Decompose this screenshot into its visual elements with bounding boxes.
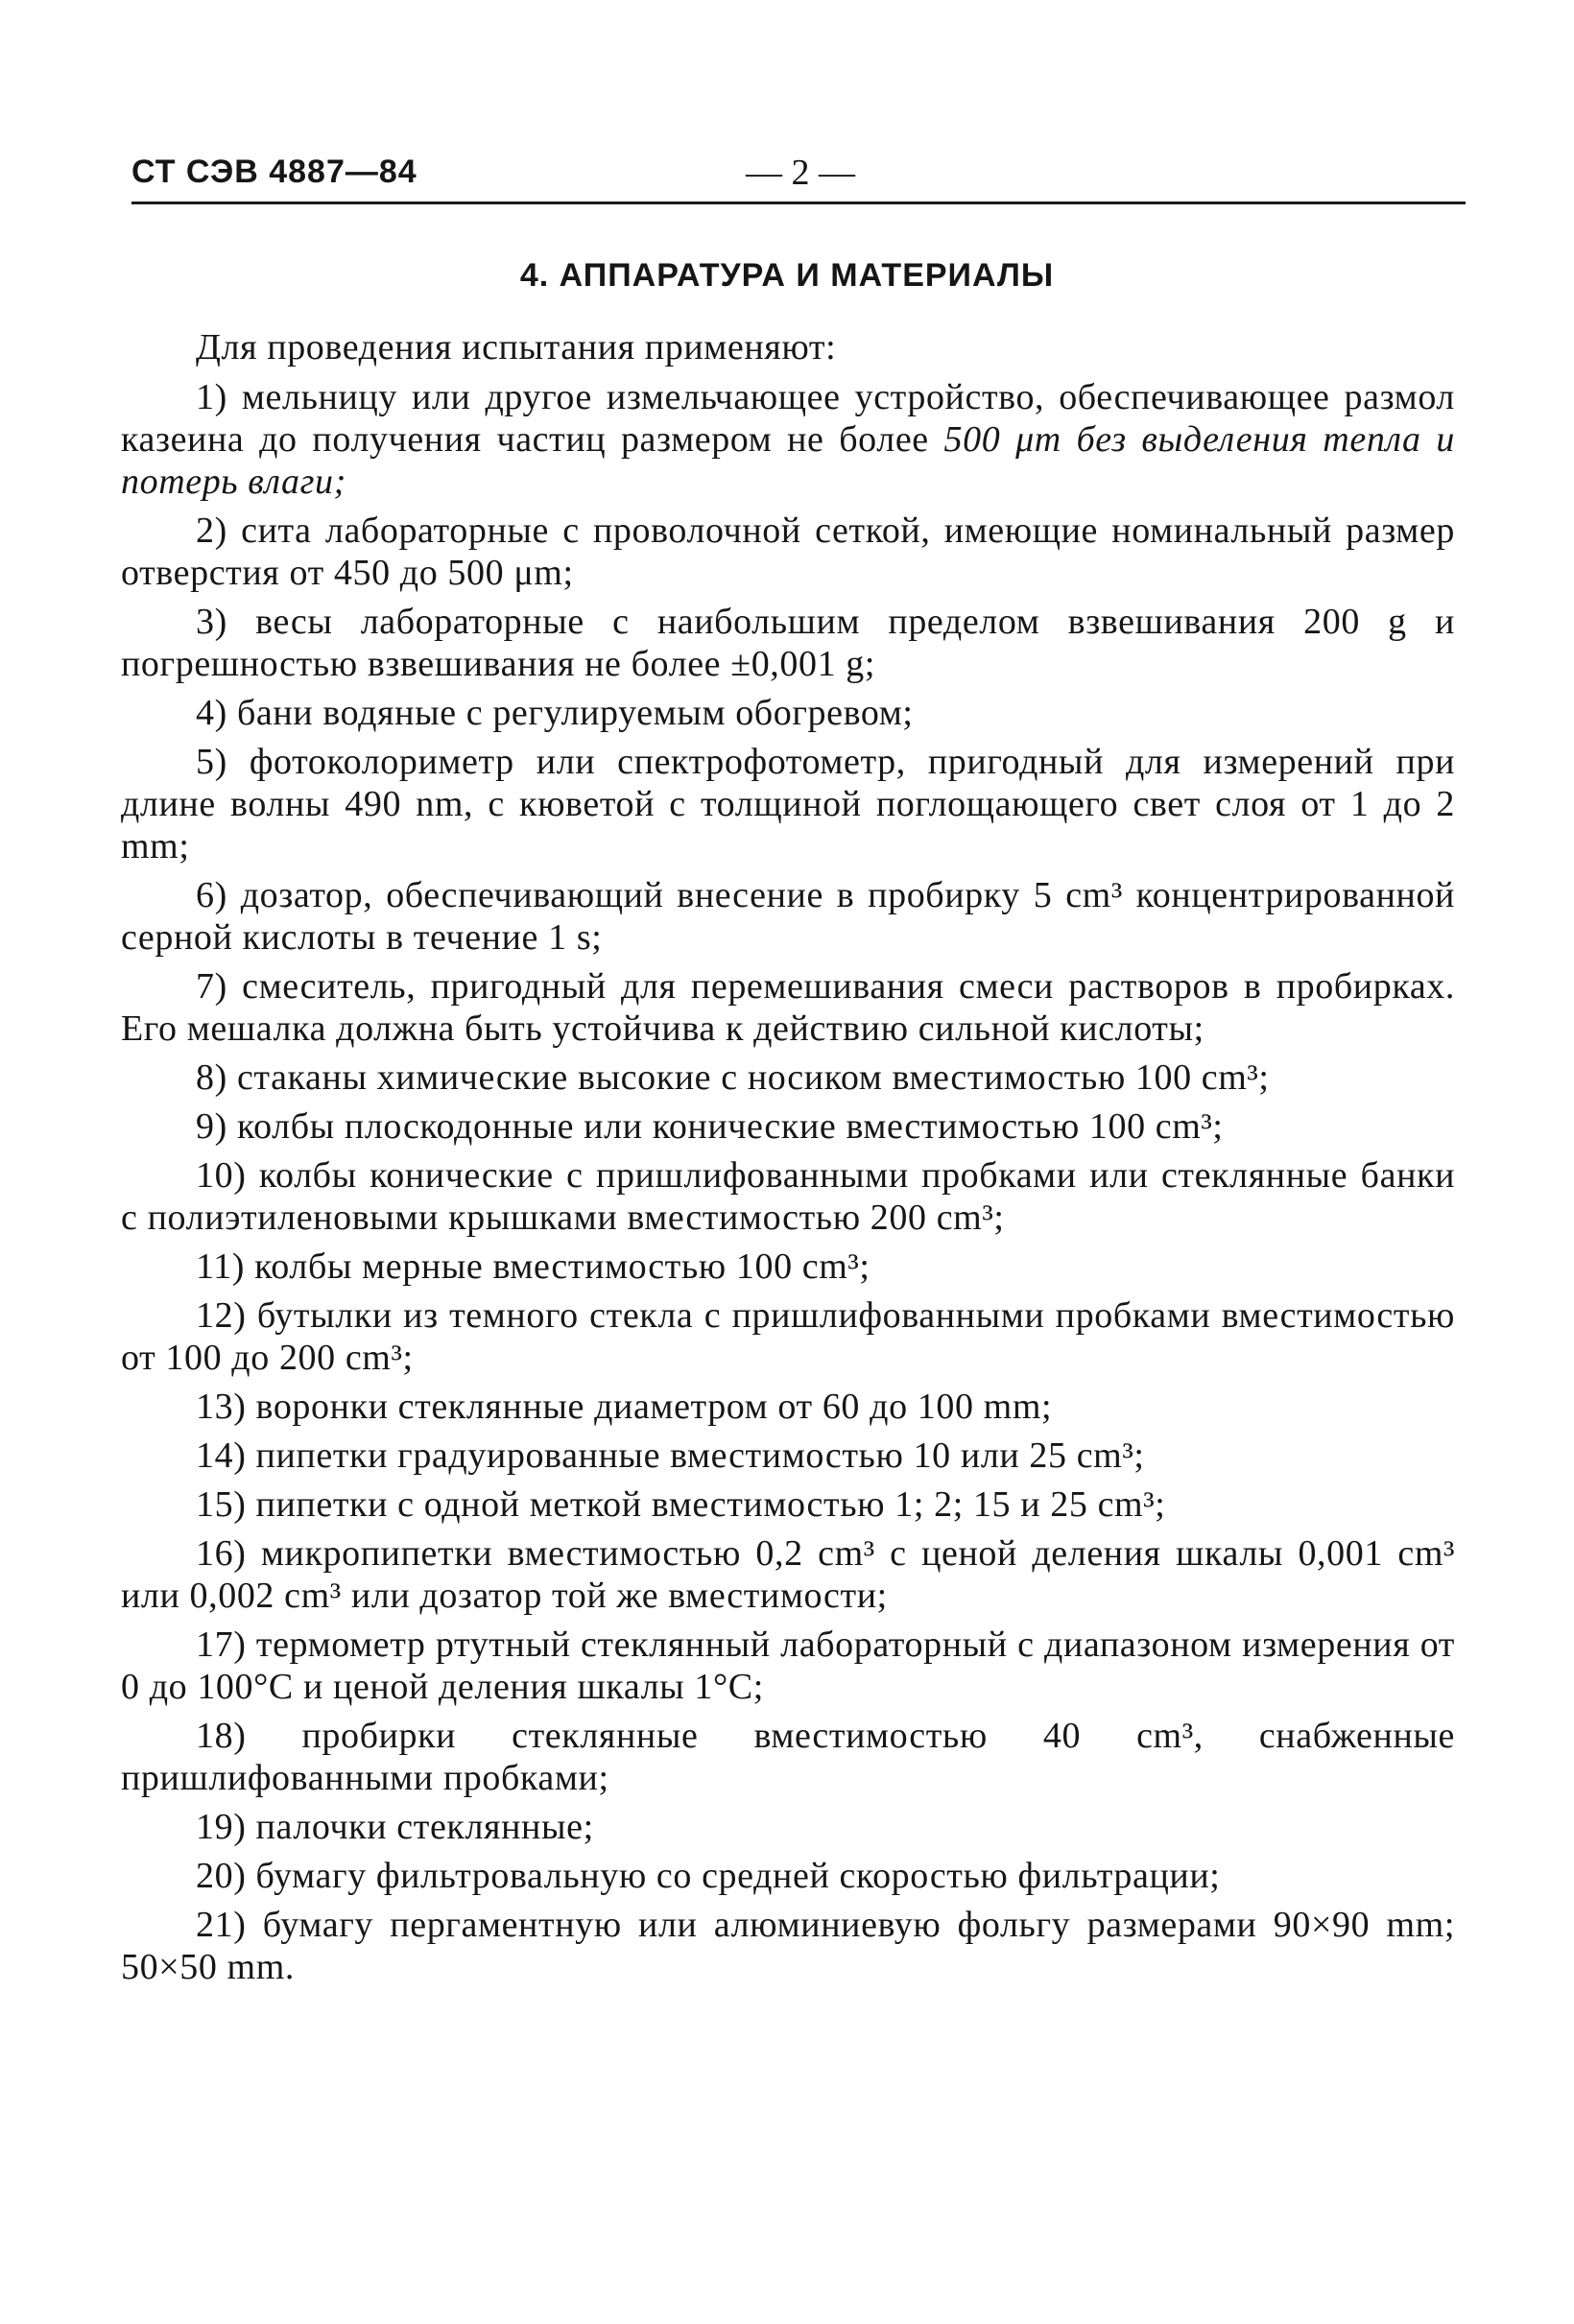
list-item: 14) пипетки градуированные вместимостью 10 или 25 cm³; xyxy=(196,1435,1145,1476)
list-item xyxy=(121,376,1455,503)
list-item: 9) колбы плоскодонные или конические вместимостью 100 cm³; xyxy=(196,1106,1224,1147)
standard-code: СТ СЭВ 4887—84 xyxy=(131,154,417,190)
intro-paragraph: Для проведения испытания применяют: xyxy=(196,327,837,368)
list-item: 3) весы лабораторные с наибольшим пределом взвешивания 200 g и погрешностью взвешивания не более ±0,001 g; xyxy=(121,602,1455,684)
list-item: 4) бани водяные с регулируемым обогревом; xyxy=(196,693,914,733)
list-item-italic-tail: 500 μm без выделения тепла и потерь влаги; xyxy=(121,419,1456,502)
page-number: — 2 — xyxy=(746,153,855,193)
section-title: 4. АППАРАТУРА И МАТЕРИАЛЫ xyxy=(519,257,1055,294)
list-item: 10) колбы конические с пришлифованными пробками или стеклянные банки с полиэтиленовыми крышками вместимостью 200 cm³; xyxy=(121,1155,1455,1238)
list-item: 7) смеситель, пригодный для перемешивания смеси растворов в пробирках. Его мешалка должна быть устойчива к действию сильной кислоты; xyxy=(121,966,1455,1049)
list-item: 21) бумагу пергаментную или алюминиевую фольгу размерами 90×90 mm; 50×50 mm. xyxy=(121,1905,1455,1987)
list-item: 17) термометр ртутный стеклянный лабораторный с диапазоном измерения от 0 до 100°С и ценой деления шкалы 1°С; xyxy=(121,1624,1455,1707)
list-item: 11) колбы мерные вместимостью 100 cm³; xyxy=(196,1246,870,1287)
list-item: 6) дозатор, обеспечивающий внесение в пробирку 5 cm³ концентрированной серной кислоты в течение 1 s; xyxy=(121,875,1455,958)
list-item: 15) пипетки с одной меткой вместимостью 1; 2; 15 и 25 cm³; xyxy=(196,1484,1166,1525)
page-header xyxy=(131,154,1466,196)
body-text xyxy=(121,326,1455,1995)
list-item: 18) пробирки стеклянные вместимостью 40 cm³, снабженные пришлифованными пробками; xyxy=(121,1716,1455,1798)
list-item: 8) стаканы химические высокие с носиком вместимостью 100 cm³; xyxy=(196,1057,1270,1098)
list-item: 19) палочки стеклянные; xyxy=(196,1807,594,1847)
list-item-text: 1) мельницу или другое измельчающее устройство, обеспечивающее размол казеина до получения частиц размером не более xyxy=(121,377,1455,460)
list-item: 16) микропипетки вместимостью 0,2 cm³ с ценой деления шкалы 0,001 cm³ или 0,002 cm³ или дозатор той же вместимости; xyxy=(121,1533,1455,1616)
list-item: 12) бутылки из темного стекла с пришлифованными пробками вместимостью от 100 до 200 cm³; xyxy=(121,1295,1455,1378)
list-item: 13) воронки стеклянные диаметром от 60 до 100 mm; xyxy=(196,1387,1053,1427)
list-item: 5) фотоколориметр или спектрофотометр, пригодный для измерений при длине волны 490 nm, с кюветой с толщиной поглощающего свет слоя от 1 до 2 mm; xyxy=(121,742,1455,866)
list-item: 2) сита лабораторные с проволочной сеткой, имеющие номинальный размер отверстия от 450 до 500 μm; xyxy=(121,510,1455,593)
list-item: 20) бумагу фильтровальную со средней скоростью фильтрации; xyxy=(196,1856,1221,1896)
header-rule xyxy=(131,202,1466,204)
